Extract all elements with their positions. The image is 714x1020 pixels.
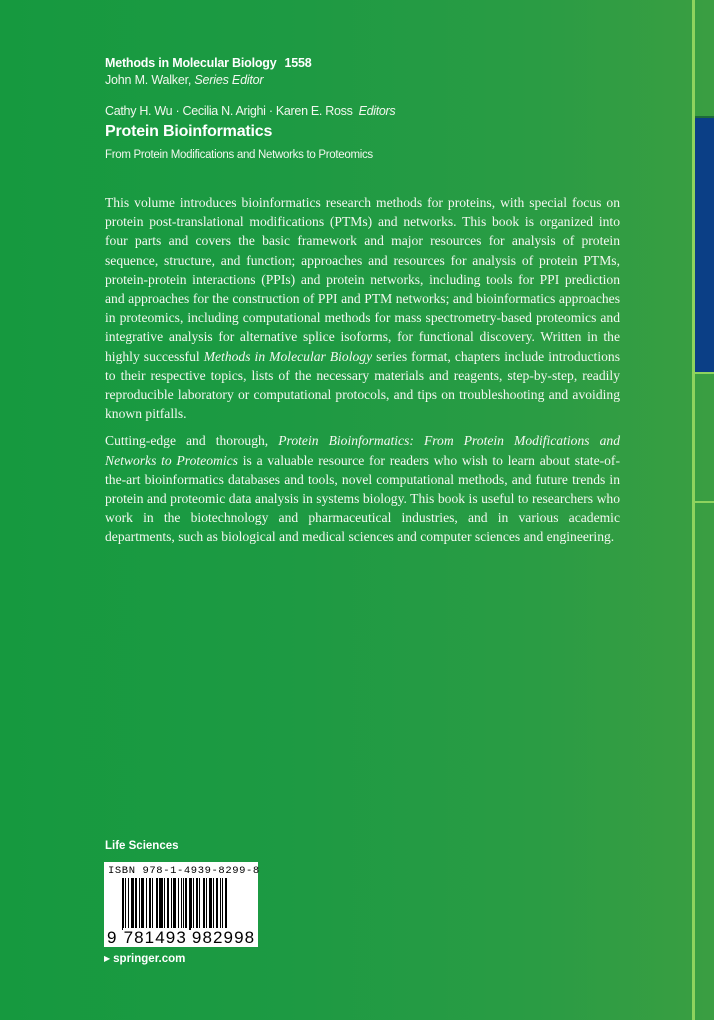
series-block	[105, 55, 312, 89]
book-title: Protein Bioinformatics	[105, 123, 273, 140]
description-italic-title: Protein Bioinformatics: From Protein Modifications and Networks to Proteomics	[105, 433, 620, 468]
publisher-website: springer.com	[113, 953, 186, 965]
description-paragraph-2	[105, 431, 620, 546]
spine-rule-2	[695, 501, 714, 503]
spine-blue-panel	[695, 118, 714, 372]
subject-category: Life Sciences	[105, 840, 179, 852]
ean-digits	[107, 929, 256, 947]
description-text: This volume introduces bioinformatics research methods for proteins, with special focus on protein post-translational modifications (PTMs) and networks. This book is organized into four parts and covers the basic framework and major resources for analysis of protein sequence, structure, and function; approaches and resources for analysis of protein PTMs, protein-protein interactions (PPIs) and protein networks, including tools for PPI prediction and approaches for the construction of PPI and PTM networks; and bioinformatics approaches in proteomics, including computational methods for mass spectrometry-based proteomics and integrative analysis for alternative splice isoforms, for functional discovery. Written in the highly successful	[105, 195, 620, 364]
series-number: 1558	[284, 56, 312, 70]
series-name: Methods in Molecular Biology	[105, 56, 277, 70]
ean-group-2: 982998	[191, 928, 256, 947]
arrow-right-icon: ▶	[104, 954, 111, 963]
series-title	[105, 55, 312, 72]
publisher-link[interactable]	[104, 953, 185, 965]
editors-names: Cathy H. Wu · Cecilia N. Arighi · Karen E. Ross	[105, 104, 353, 118]
description-italic-series: Methods in Molecular Biology	[203, 348, 373, 364]
book-description	[105, 193, 620, 555]
editors-label: Editors	[358, 104, 396, 118]
ean-group-1: 781493	[123, 928, 187, 947]
series-editor-role: Series Editor	[194, 73, 264, 87]
series-editor-name: John M. Walker,	[105, 73, 195, 87]
description-text: series format, chapters include introductions to their respective topics, lists of the necessary materials and reagents, step-by-step, readily reproducible laboratory or computational protocols, and tips on troubleshooting and avoiding known pitfalls.	[105, 348, 620, 422]
spine-rule-1	[695, 372, 714, 374]
isbn-label: ISBN 978-1-4939-8299-8	[108, 865, 260, 877]
book-editors	[105, 103, 395, 120]
ean-first-digit: 9	[107, 928, 118, 947]
isbn-barcode	[104, 862, 258, 947]
description-paragraph-1	[105, 193, 620, 423]
description-text: Cutting-edge and thorough,	[105, 433, 279, 449]
series-editor	[105, 72, 312, 89]
description-text: is a valuable resource for readers who wish to learn about state-of-the-art bioinformatics databases and tools, novel computational methods, and future trends in protein and proteomic data analysis in systems biology. This book is useful to researchers who work in the biotechnology and pharmaceutical industries, and in various academic departments, such as biological and medical sciences and computer sciences and engineering.	[105, 452, 620, 545]
book-subtitle: From Protein Modifications and Networks to Proteomics	[105, 149, 373, 161]
barcode-bars	[122, 878, 254, 930]
